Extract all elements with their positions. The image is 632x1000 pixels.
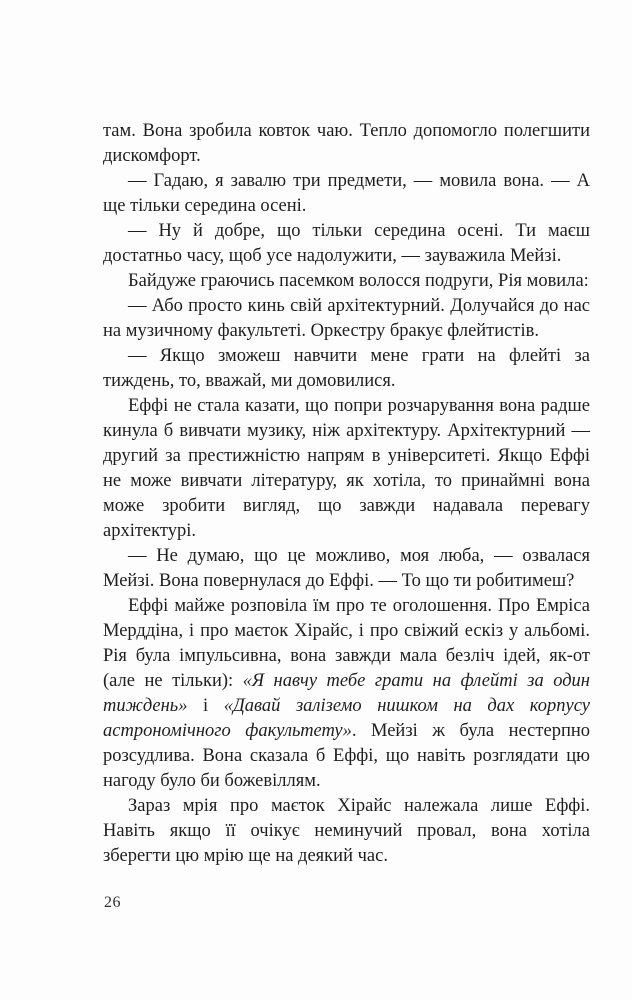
italic-text-run: «Я навчу тебе грати на флейті за один тиждень» xyxy=(103,671,590,716)
paragraph xyxy=(103,169,590,219)
paragraph xyxy=(103,344,590,394)
text-run: . Мейзі ж була нестерпно розсудлива. Вона сказала б Еффі, що навіть розглядати цю нагоду було би божевіллям. xyxy=(103,721,590,791)
paragraph xyxy=(103,594,590,794)
paragraph xyxy=(103,269,590,294)
italic-text-run: «Давай заліземо нишком на дах корпусу астрономічного факультету» xyxy=(103,696,590,741)
paragraph xyxy=(103,544,590,594)
text-run: Еффі не стала казати, що попри розчарування вона радше кинула б вивчати музику, ніж архітектуру. Архітектурний — другий за престижністю напрям в університеті. Якщо Еффі не може вивчати літературу, як хотіла, то принаймні вона може зробити вигляд, що завжди надавала перевагу архітектурі. xyxy=(103,396,590,541)
text-run: там. Вона зробила ковток чаю. Тепло допомогло полегшити дискомфорт. xyxy=(103,121,590,166)
text-run: — Ну й добре, що тільки середина осені. Ти маєш достатньо часу, щоб усе надолужити, — зауважила Мейзі. xyxy=(103,221,590,266)
paragraph xyxy=(103,294,590,344)
paragraph xyxy=(103,219,590,269)
paragraph xyxy=(103,794,590,869)
text-run: Еффі майже розповіла їм про те оголошення. Про Емріса Мерддіна, і про маєток Хірайс, і про свіжий ескіз у альбомі. Рія була імпульсивна, вона завжди мала безліч ідей, як-от (але не тільки): xyxy=(103,596,590,691)
paragraph xyxy=(103,394,590,544)
text-run: — Якщо зможеш навчити мене грати на флейті за тиждень, то, вважай, ми домовилися. xyxy=(103,346,590,391)
text-run: — Гадаю, я завалю три предмети, — мовила вона. — А ще тільки середина осені. xyxy=(103,171,590,216)
text-run: — Або просто кинь свій архітектурний. Долучайся до нас на музичному факультеті. Оркестру бракує флейтистів. xyxy=(103,296,590,341)
page-text xyxy=(103,119,590,869)
paragraph xyxy=(103,119,590,169)
page-number: 26 xyxy=(104,894,121,911)
text-run: і xyxy=(187,696,224,716)
text-run: Байдуже граючись пасемком волосся подруги, Рія мовила: xyxy=(128,271,589,291)
text-run: — Не думаю, що це можливо, моя люба, — озвалася Мейзі. Вона повернулася до Еффі. — То що ти робитимеш? xyxy=(103,546,590,591)
text-run: Зараз мрія про маєток Хірайс належала лише Еффі. Навіть якщо її очікує неминучий провал, вона хотіла зберегти цю мрію ще на деякий час. xyxy=(103,796,590,866)
